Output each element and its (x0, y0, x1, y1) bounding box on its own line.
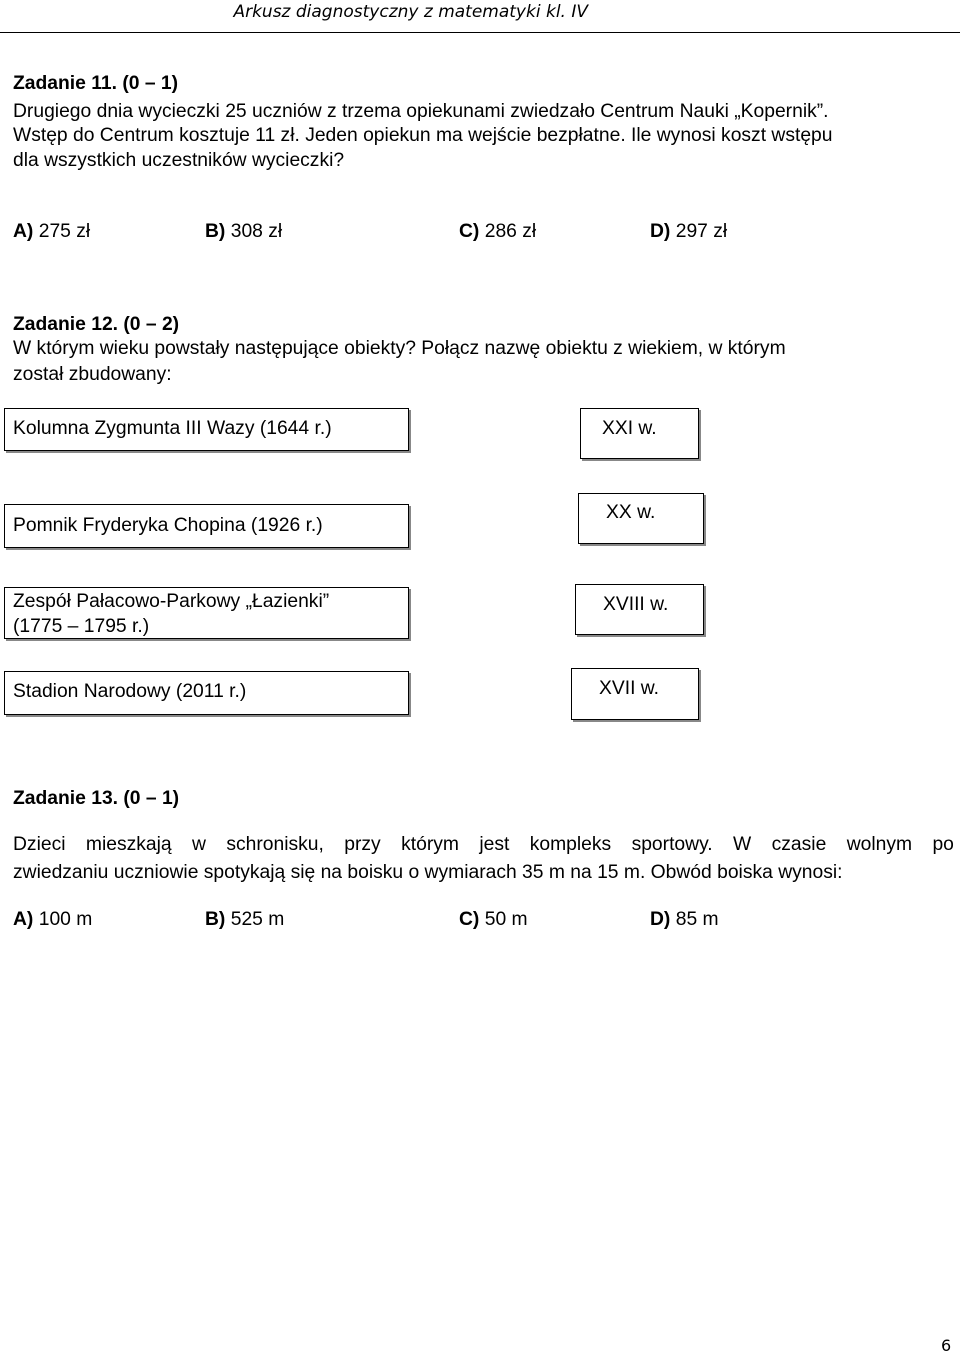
object-label-line-1 (13, 589, 400, 614)
task13-option-b (205, 906, 284, 934)
option-letter: D) (650, 909, 671, 930)
task12-line-1: W którym wieku powstały następujące obiekty? Połącz nazwę obiektu z wiekiem, w którym (13, 338, 786, 359)
object-box-pomnik[interactable] (4, 504, 409, 548)
century-box-xvii[interactable] (571, 668, 699, 720)
task13-option-d (650, 906, 719, 934)
word: jest (479, 834, 510, 855)
object-label: Pomnik Fryderyka Chopina (1926 r.) (13, 515, 323, 536)
task11-line-2: Wstęp do Centrum kosztuje 11 zł. Jeden opiekun ma wejście bezpłatne. Ile wynosi koszt wstępu (13, 125, 833, 146)
word: W (733, 834, 752, 855)
task13-line-2: zwiedzaniu uczniowie spotykają się na boisku o wymiarach 35 m na 15 m. Obwód boiska wynosi: (13, 862, 843, 883)
word: którym (401, 834, 459, 855)
task13-option-a (13, 906, 92, 934)
century-label: XX w. (606, 502, 656, 523)
task11-line-1: Drugiego dnia wycieczki 25 uczniów z trzema opiekunami zwiedzało Centrum Nauki „Kopernik”. (13, 101, 829, 122)
task11-option-d (650, 218, 727, 246)
word: kompleks (529, 834, 612, 855)
century-label: XVIII w. (603, 594, 669, 615)
option-letter: A) (13, 909, 34, 930)
header-title: Arkusz diagnostyczny z matematyki kl. IV (233, 2, 588, 22)
object-label-word: Zespół (13, 591, 71, 612)
option-letter: B) (205, 909, 226, 930)
task13-line-1 (13, 831, 954, 859)
word: schronisku, (226, 834, 324, 855)
object-box-stadion[interactable] (4, 671, 409, 715)
word: wolnym (846, 834, 913, 855)
option-letter: A) (13, 221, 34, 242)
object-label: Kolumna Zygmunta III Wazy (1644 r.) (13, 418, 332, 439)
page-number: 6 (941, 1336, 952, 1355)
option-text: 50 m (484, 909, 528, 930)
task12-line-2: został zbudowany: (13, 364, 172, 385)
object-label-line-2: (1775 – 1795 r.) (13, 616, 150, 637)
option-letter: C) (459, 221, 480, 242)
task11-option-c (459, 218, 536, 246)
option-letter: D) (650, 221, 671, 242)
word: przy (344, 834, 381, 855)
word: mieszkają (85, 834, 172, 855)
option-text: 85 m (675, 909, 719, 930)
word: czasie (771, 834, 827, 855)
option-text: 308 zł (230, 221, 283, 242)
option-text: 297 zł (675, 221, 728, 242)
task11-line-3: dla wszystkich uczestników wycieczki? (13, 150, 345, 171)
task11-option-a (13, 218, 90, 246)
century-box-xx[interactable] (578, 493, 704, 544)
object-label: Stadion Narodowy (2011 r.) (13, 681, 247, 702)
task13-option-c (459, 906, 528, 934)
task11-heading: Zadanie 11. (0 – 1) (13, 73, 179, 94)
word: po (932, 834, 954, 855)
word: Dzieci (13, 834, 66, 855)
task13-heading: Zadanie 13. (0 – 1) (13, 788, 180, 809)
option-letter: C) (459, 909, 480, 930)
century-label: XXI w. (602, 418, 657, 439)
option-text: 100 m (38, 909, 93, 930)
task12-heading: Zadanie 12. (0 – 2) (13, 314, 180, 335)
object-box-kolumna[interactable] (4, 408, 409, 451)
object-label-word: „Łazienki” (245, 591, 330, 612)
option-text: 525 m (230, 909, 285, 930)
word: w (192, 834, 206, 855)
century-label: XVII w. (599, 678, 660, 699)
century-box-xviii[interactable] (575, 584, 704, 635)
object-box-lazienki[interactable] (4, 587, 409, 639)
option-text: 275 zł (38, 221, 91, 242)
object-label-word: Pałacowo-Parkowy (76, 591, 241, 612)
century-box-xxi[interactable] (580, 408, 699, 459)
option-text: 286 zł (484, 221, 537, 242)
word: sportowy. (631, 834, 713, 855)
option-letter: B) (205, 221, 226, 242)
page-header (0, 0, 960, 33)
task11-option-b (205, 218, 282, 246)
